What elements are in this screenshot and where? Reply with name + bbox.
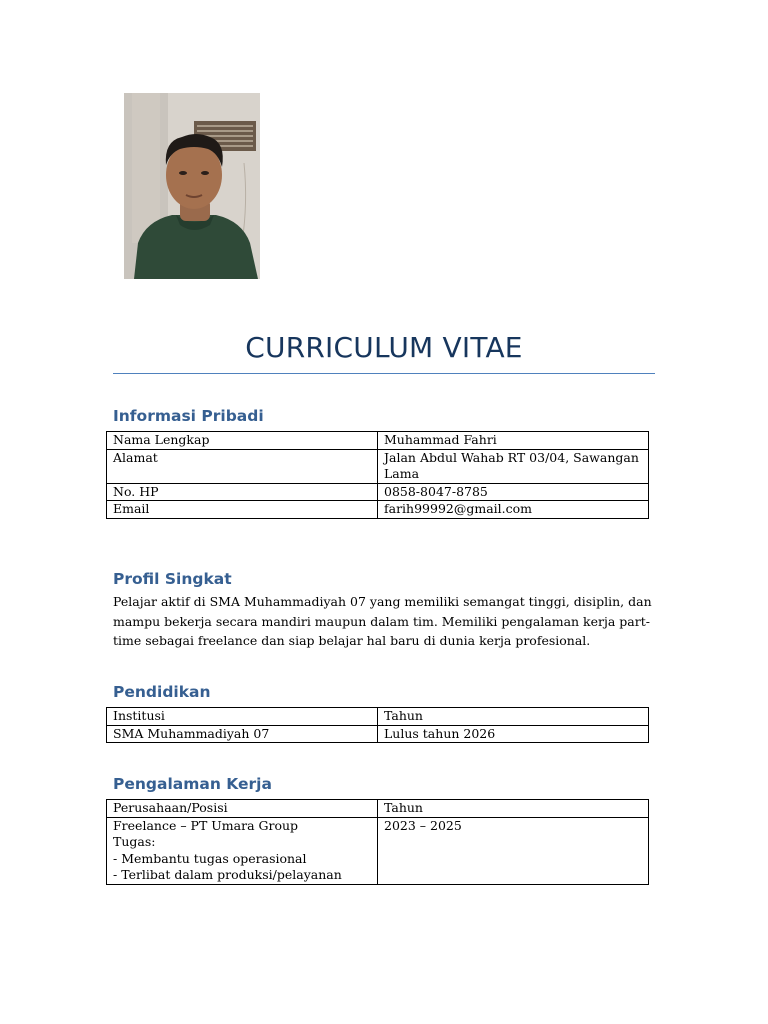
education-institution: SMA Muhammadiyah 07: [107, 725, 378, 743]
section-heading-experience: Pengalaman Kerja: [113, 775, 272, 793]
personal-label-email: Email: [107, 501, 378, 519]
personal-value-address: Jalan Abdul Wahab RT 03/04, Sawangan Lama: [378, 449, 649, 483]
personal-value-email: farih99992@gmail.com: [378, 501, 649, 519]
experience-table: [106, 799, 649, 885]
experience-year: 2023 – 2025: [378, 817, 649, 884]
personal-value-name: Muhammad Fahri: [378, 432, 649, 450]
experience-details: [107, 817, 378, 884]
table-row: [107, 449, 649, 483]
document-title: CURRICULUM VITAE: [245, 331, 523, 364]
title-divider: [113, 373, 655, 374]
table-header-row: [107, 708, 649, 726]
experience-header-year: Tahun: [378, 800, 649, 818]
table-row: [107, 817, 649, 884]
table-row: [107, 725, 649, 743]
section-heading-personal: Informasi Pribadi: [113, 407, 264, 425]
section-heading-profile: Profil Singkat: [113, 570, 232, 588]
experience-task-item: - Terlibat dalam produksi/pelayanan: [113, 867, 342, 882]
table-header-row: [107, 800, 649, 818]
personal-label-name: Nama Lengkap: [107, 432, 378, 450]
education-header-year: Tahun: [378, 708, 649, 726]
experience-header-company: Perusahaan/Posisi: [107, 800, 378, 818]
personal-label-address: Alamat: [107, 449, 378, 483]
personal-value-phone: 0858-8047-8785: [378, 483, 649, 501]
section-heading-education: Pendidikan: [113, 683, 211, 701]
experience-tasks-label: Tugas:: [113, 834, 156, 849]
table-row: [107, 501, 649, 519]
personal-label-phone: No. HP: [107, 483, 378, 501]
profile-photo: [124, 93, 260, 279]
table-row: [107, 483, 649, 501]
table-row: [107, 432, 649, 450]
person-photo-image: [124, 93, 260, 279]
education-year: Lulus tahun 2026: [378, 725, 649, 743]
education-header-institution: Institusi: [107, 708, 378, 726]
experience-task-item: - Membantu tugas operasional: [113, 850, 307, 866]
profile-summary: Pelajar aktif di SMA Muhammadiyah 07 yang memiliki semangat tinggi, disiplin, dan mampu bekerja secara mandiri maupun dalam tim. Memiliki pengalaman kerja part-time sebagai freelance dan siap belajar hal baru di dunia kerja profesional.: [113, 594, 652, 648]
personal-info-table: [106, 431, 649, 519]
education-table: [106, 707, 649, 743]
experience-position: Freelance – PT Umara Group: [113, 817, 299, 833]
